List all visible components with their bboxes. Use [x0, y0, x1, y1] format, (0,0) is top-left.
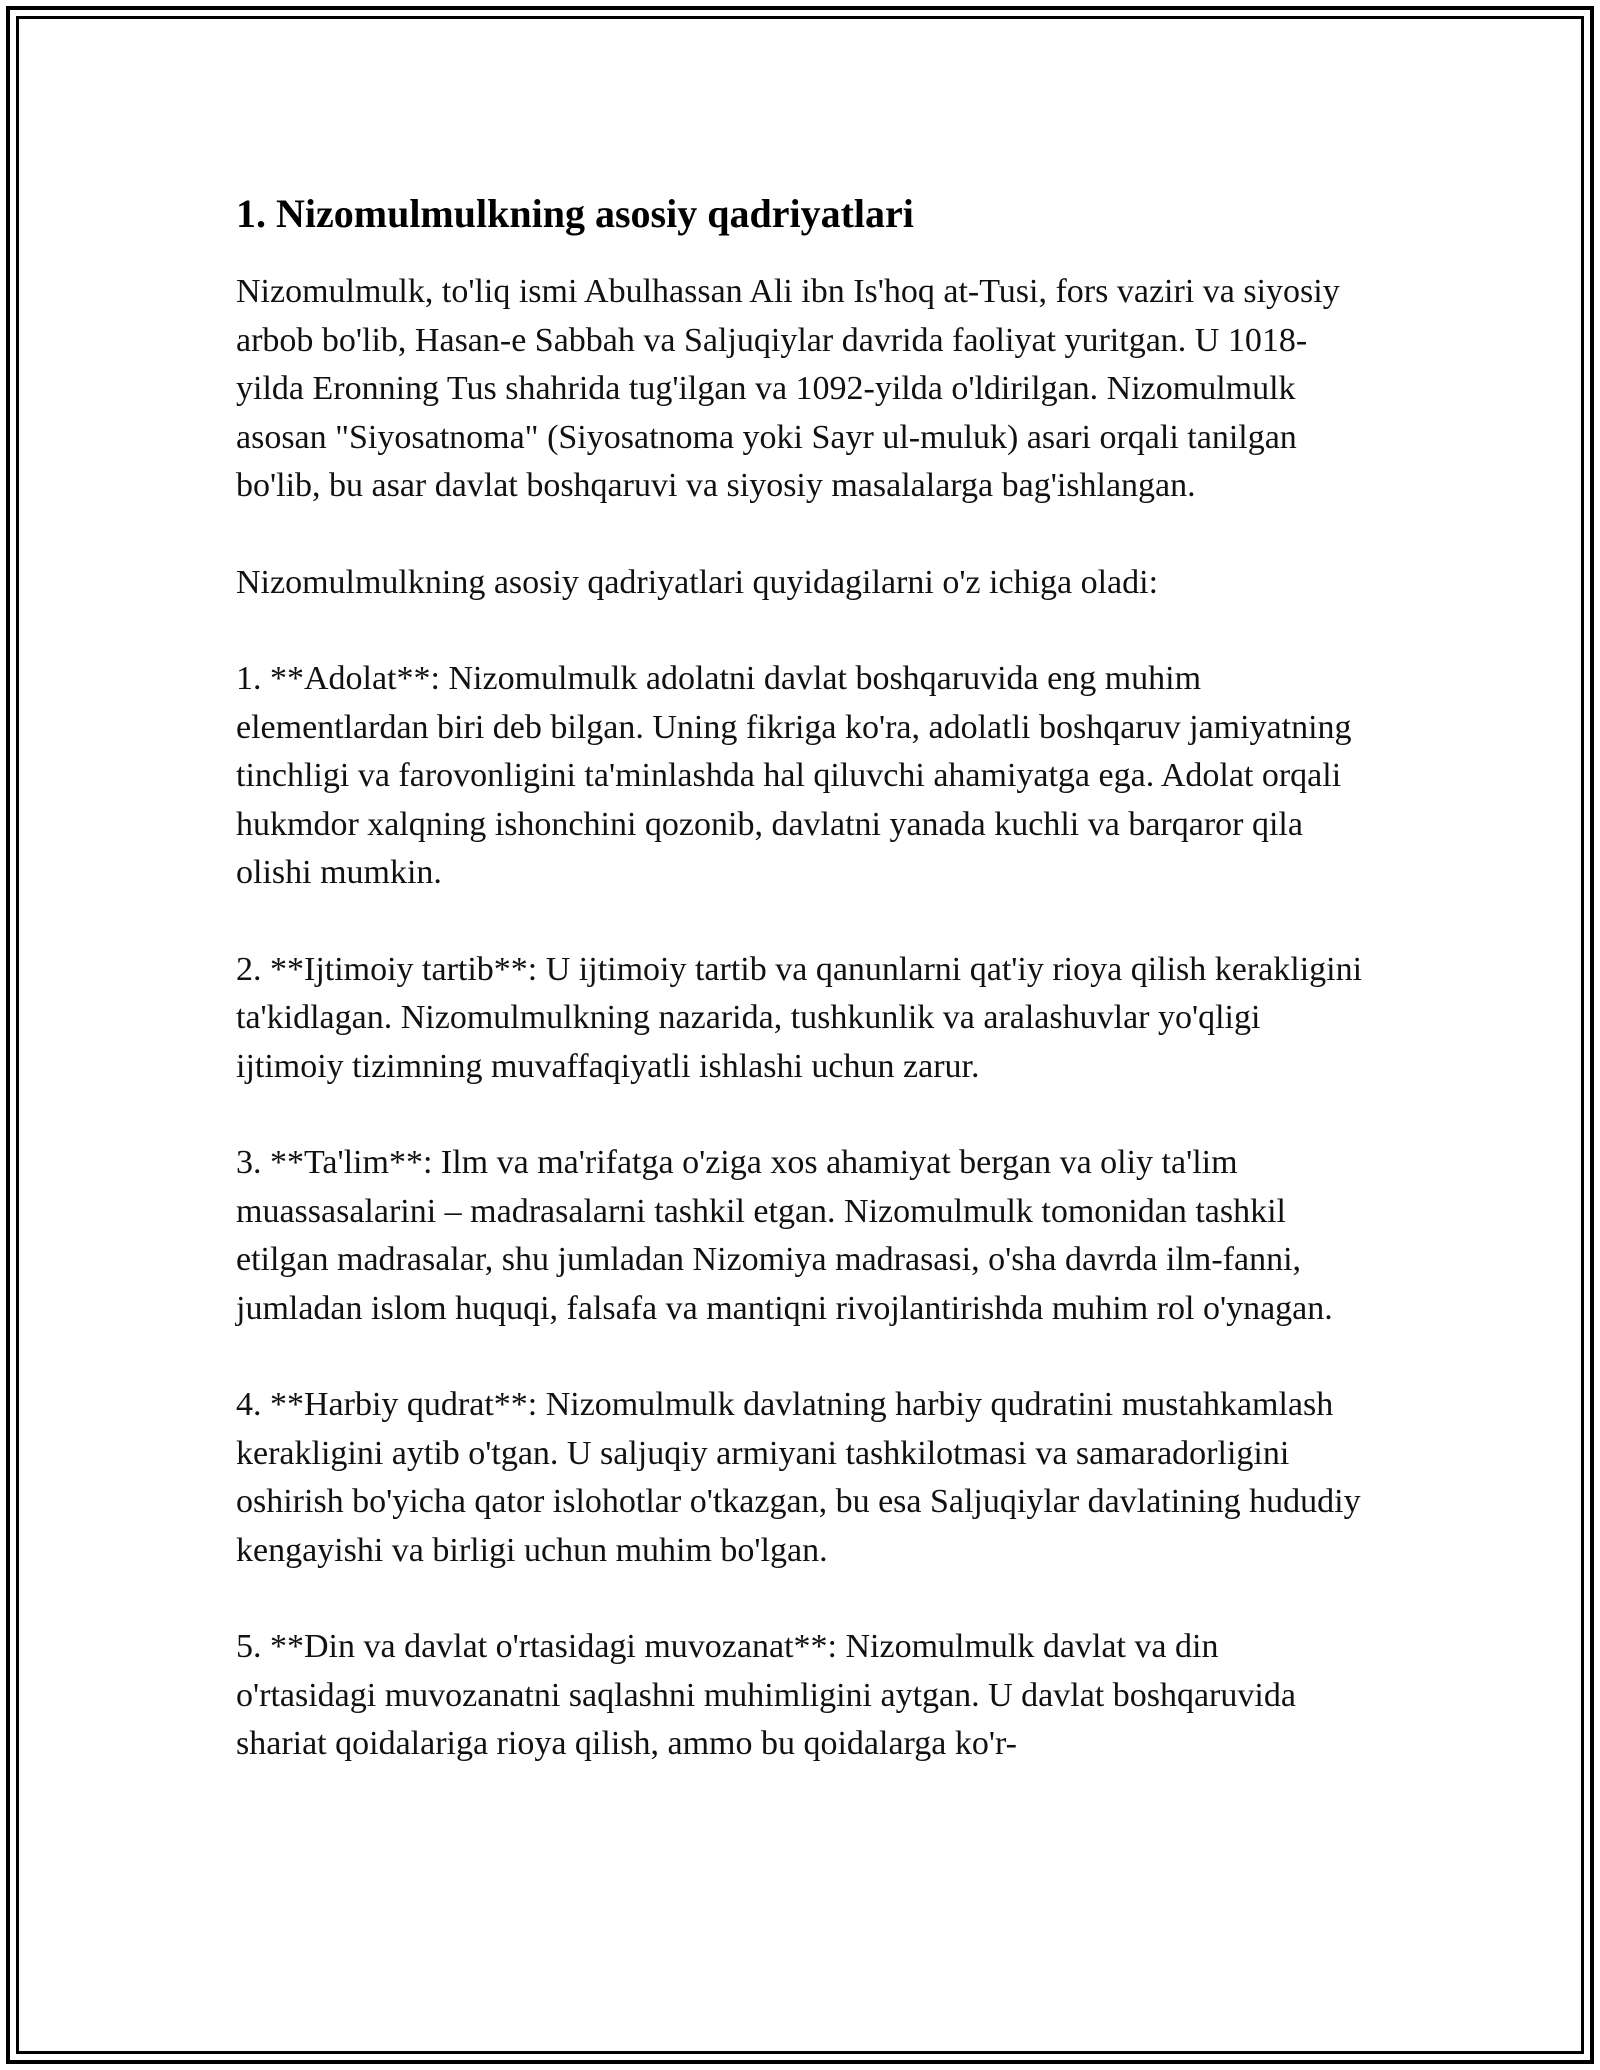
value-item-harbiy-qudrat: 4. **Harbiy qudrat**: Nizomulmulk davlatning harbiy qudratini mustahkamlash kerakligini aytib o'tgan. U saljuqiy armiyani tashkilotmasi va samaradorligini oshirish bo'yicha qator islohotlar o'tkazgan, bu esa Saljuqiylar davlatining hududiy kengayishi va birligi uchun muhim bo'lgan.: [236, 1386, 1370, 1569]
value-item-ijtimoiy-tartib: 2. **Ijtimoiy tartib**: U ijtimoiy tartib va qanunlarni qat'iy rioya qilish kerakligini ta'kidlagan. Nizomulmulkning nazarida, tushkunlik va aralashuvlar yo'qligi ijtimoiy tizimning muvaffaqiyatli ishlashi uchun zarur.: [236, 950, 1371, 1085]
value-item-din-va-davlat: 5. **Din va davlat o'rtasidagi muvozanat**: Nizomulmulk davlat va din o'rtasidagi muvozanatni saqlashni muhimligini aytgan. U davlat boshqaruvida shariat qoidalariga rioya qilish, ammo bu qoidalarga ko'r-: [236, 1628, 1305, 1762]
intro-paragraph: Nizomulmulk, to'liq ismi Abulhassan Ali ibn Is'hoq at-Tusi, fors vaziri va siyosiy arbob bo'lib, Hasan-e Sabbah va Saljuqiylar davrida faoliyat yuritgan. U 1018-yilda Eronning Tus shahrida tug'ilgan va 1092-yilda o'ldirilgan. Nizomulmulk asosan "Siyosatnoma" (Siyosatnoma yoki Sayr ul-muluk) asari orqali tanilgan bo'lib, bu asar davlat boshqaruvi va siyosiy masalalarga bag'ishlangan.: [236, 273, 1349, 504]
value-item-adolat: 1. **Adolat**: Nizomulmulk adolatni davlat boshqaruvida eng muhim elementlardan biri deb bilgan. Uning fikriga ko'ra, adolatli boshqaruv jamiyatning tinchligi va farovonligini ta'minlashda hal qiluvchi ahamiyatga ega. Adolat orqali hukmdor xalqning ishonchini qozonib, davlatni yanada kuchli va barqaror qila olishi mumkin.: [236, 660, 1361, 891]
document-body: [236, 186, 1371, 1769]
document-title: 1. Nizomulmulkning asosiy qadriyatlari: [236, 191, 914, 236]
values-intro-paragraph: Nizomulmulkning asosiy qadriyatlari quyidagilarni o'z ichiga oladi:: [236, 563, 1159, 601]
value-item-talim: 3. **Ta'lim**: Ilm va ma'rifatga o'ziga xos ahamiyat bergan va oliy ta'lim muassasalarini – madrasalarni tashkil etgan. Nizomulmulk tomonidan tashkil etilgan madrasalar, shu jumladan Nizomiya madrasasi, o'sha davrda ilm-fanni, jumladan islom huquqi, falsafa va mantiqni rivojlantirishda muhim rol o'ynagan.: [236, 1144, 1333, 1327]
